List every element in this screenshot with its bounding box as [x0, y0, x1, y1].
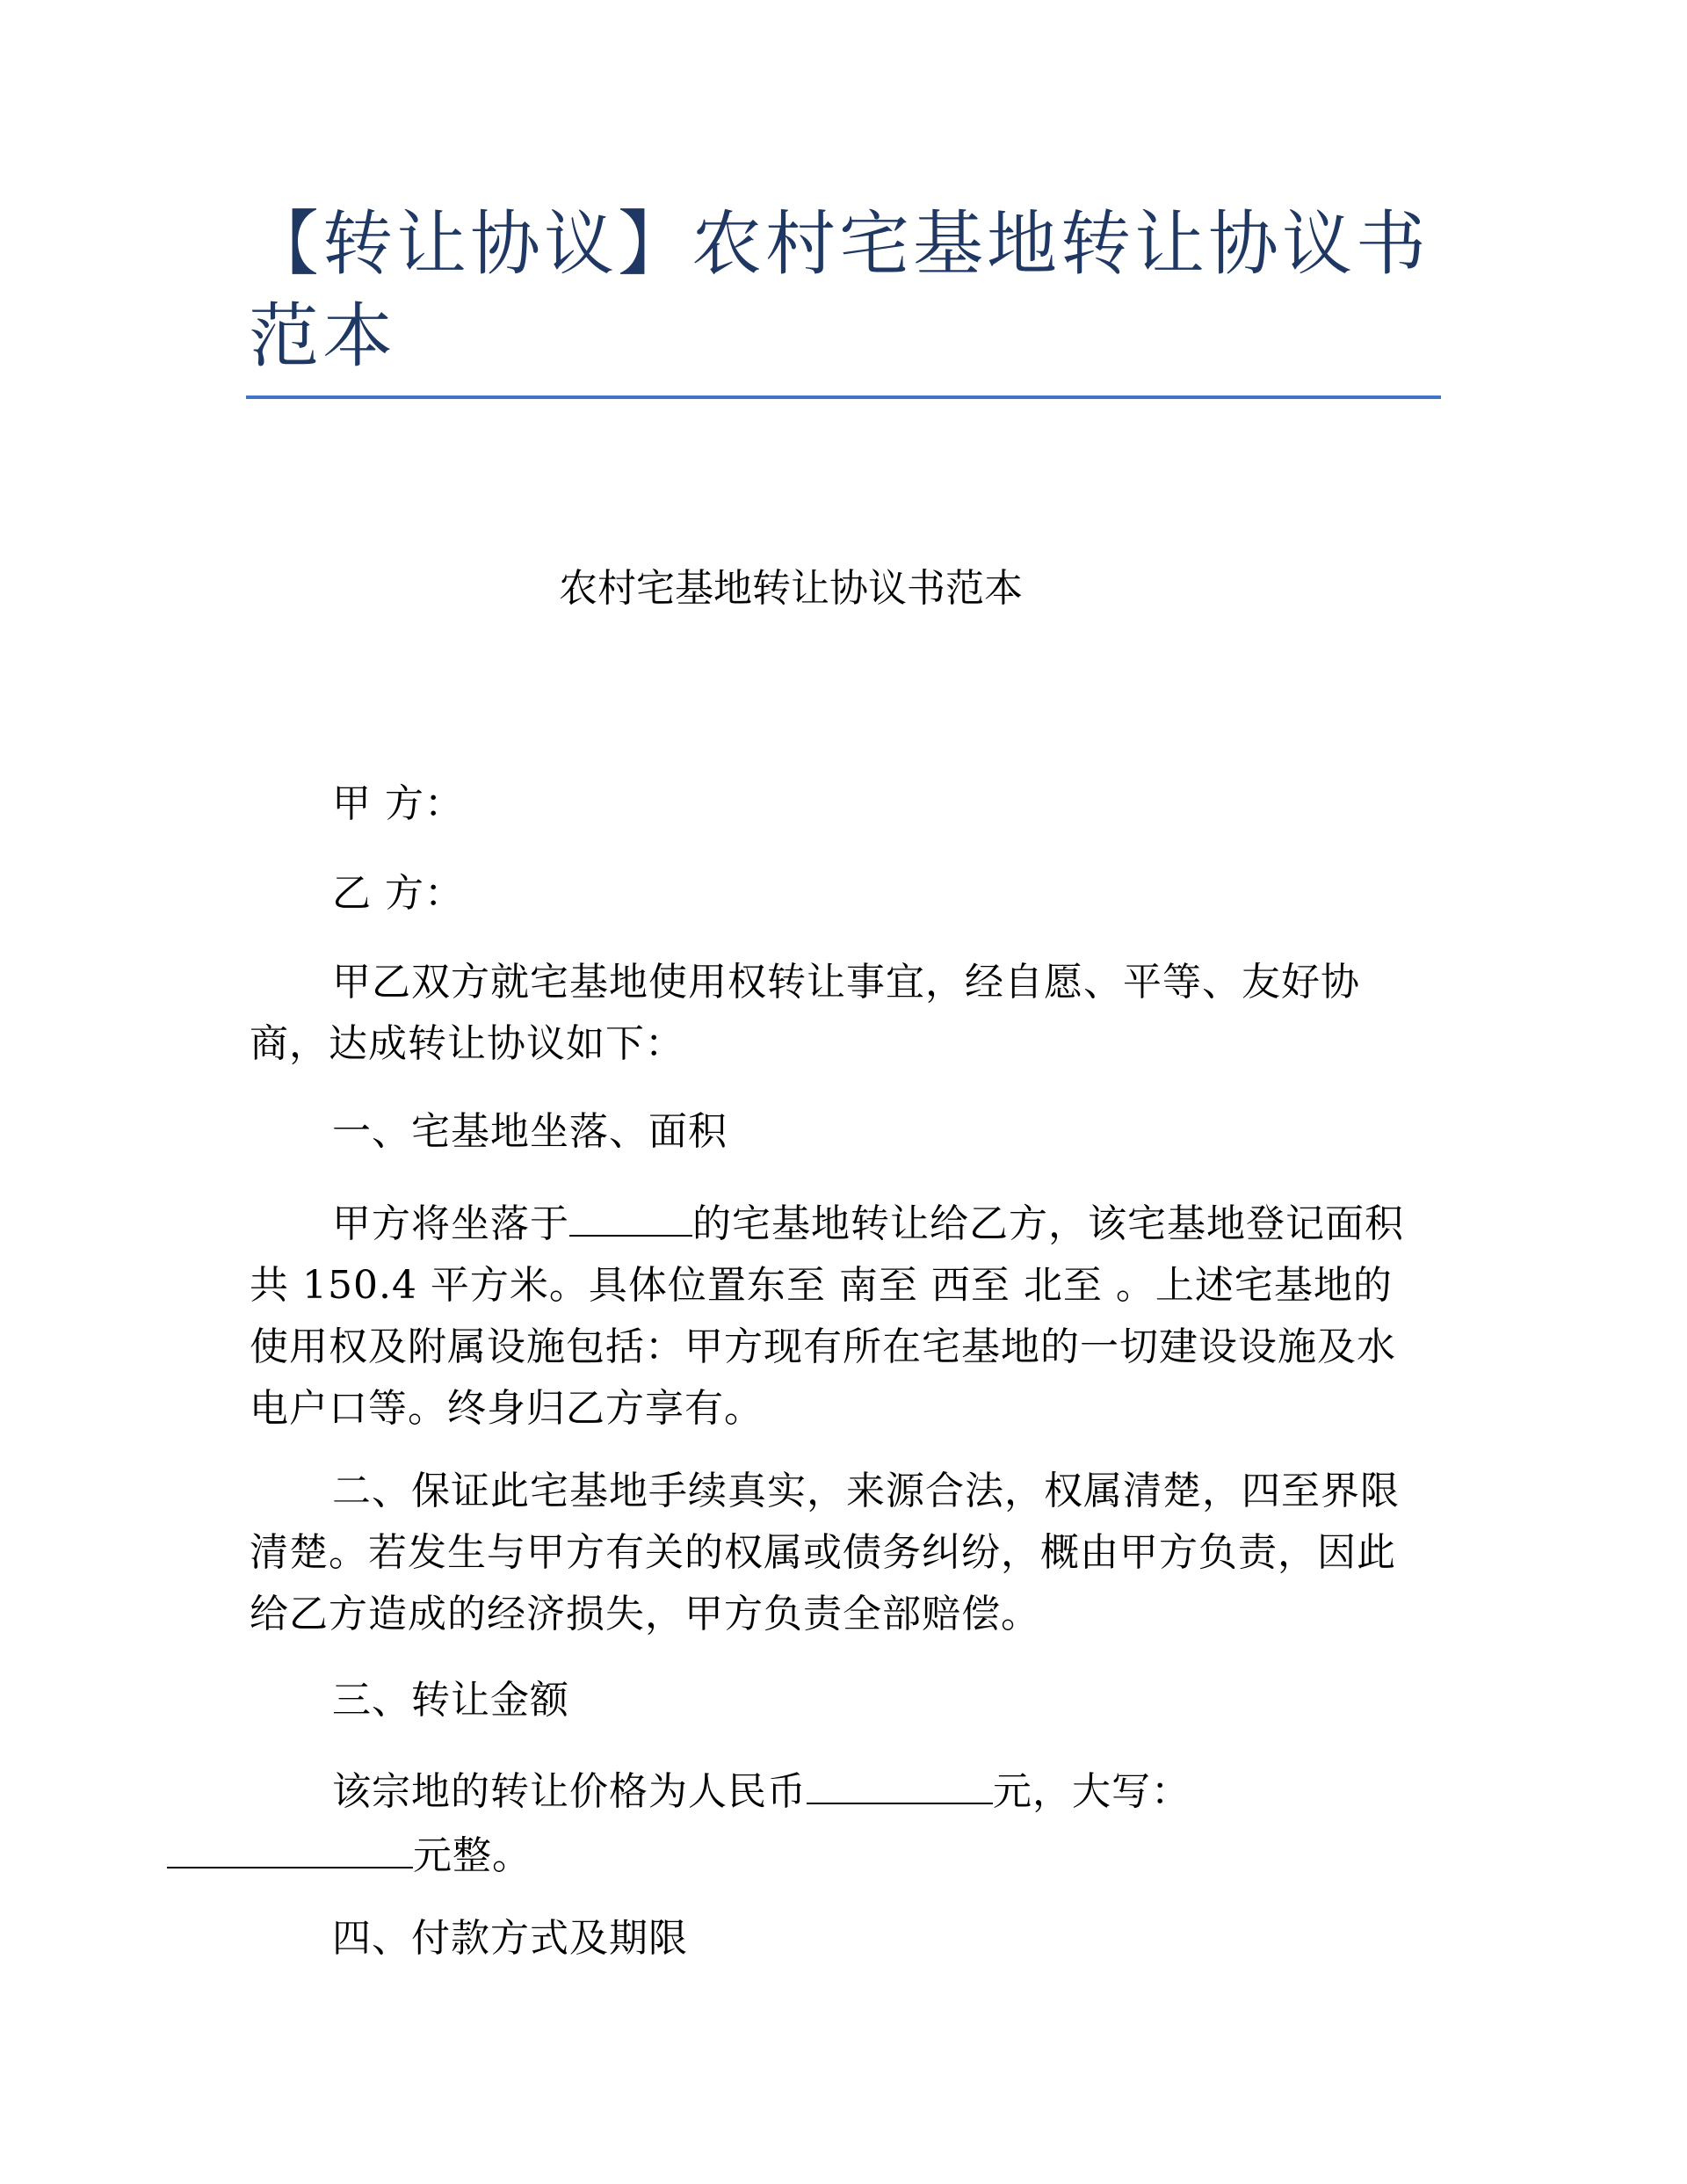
heading-divider	[246, 395, 1441, 399]
intro-paragraph: 甲乙双方就宅基地使用权转让事宜，经自愿、平等、友好协商，达成转让协议如下：	[250, 960, 1360, 1066]
price-text-end: 元整。	[413, 1833, 532, 1878]
section-1-text-rest: 的宅基地转让给乙方，该宅基地登记面积共 150.4 平方米。具体位置东至 南至 西至 北至 。上述宅基地的使用权及附属设施包括：甲方现有所在宅基地的一切建设设施及水电户口等。终身归乙方享有。	[250, 1201, 1404, 1431]
section-4-title: 四、付款方式及期限	[332, 1916, 688, 1961]
section-1-title: 一、宅基地坐落、面积	[332, 1109, 728, 1154]
location-blank	[569, 1191, 692, 1237]
document-heading: 【转让协议】农村宅基地转让协议书范本	[249, 203, 1430, 377]
price-number-blank	[807, 1759, 993, 1804]
price-words-blank	[167, 1823, 413, 1868]
section-2-paragraph: 二、保证此宅基地手续真实，来源合法，权属清楚，四至界限清楚。若发生与甲方有关的权属或债务纠纷，概由甲方负责，因此给乙方造成的经济损失，甲方负责全部赔偿。	[250, 1469, 1400, 1636]
price-text-start: 该宗地的转让价格为人民币	[332, 1769, 807, 1814]
document-subtitle: 农村宅基地转让协议书范本	[559, 566, 1023, 611]
party-b-line: 乙 方：	[332, 871, 464, 916]
section-1-text-start: 甲方将坐落于	[332, 1201, 569, 1246]
section-1-paragraph	[250, 1191, 1409, 1440]
party-a-line: 甲 方：	[332, 781, 464, 826]
price-text-middle: 元，大写：	[993, 1769, 1191, 1814]
section-3-paragraph	[250, 1759, 1409, 1887]
section-3-title: 三、转让金额	[332, 1678, 569, 1723]
